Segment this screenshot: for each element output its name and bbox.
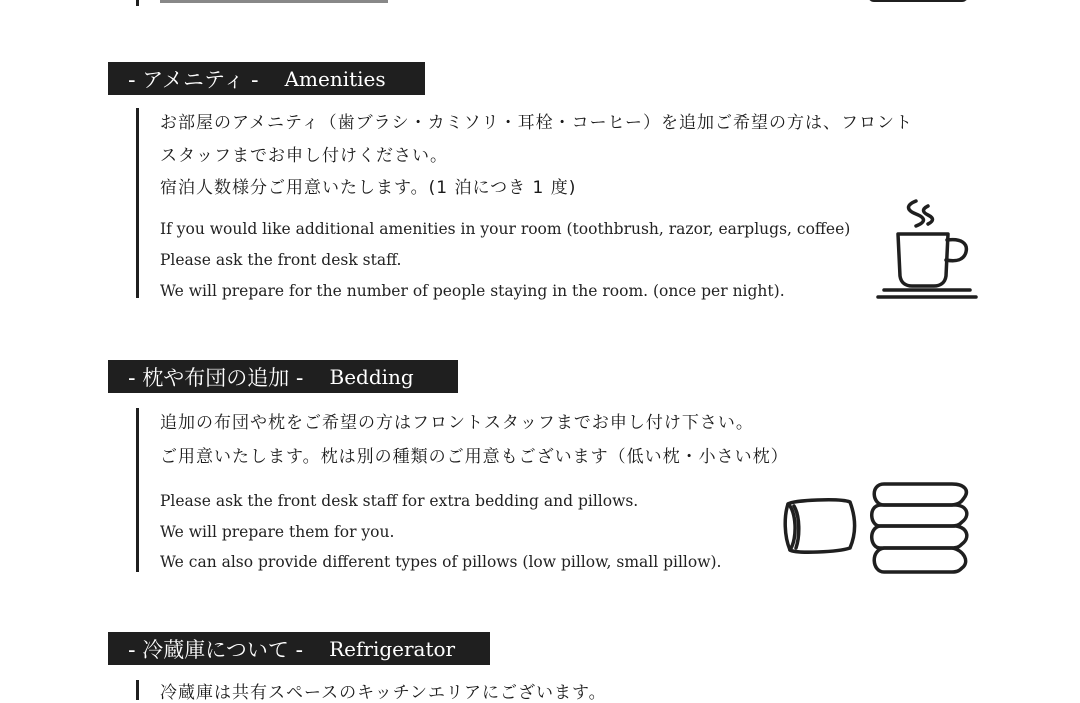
amenities-side-bar (136, 108, 139, 298)
bedding-en-line-1: Please ask the front desk staff for extra bedding and pillows. (160, 492, 639, 510)
refrigerator-header-en: Refrigerator (329, 636, 456, 661)
prev-section-bar (136, 0, 139, 6)
amenities-header (108, 62, 425, 95)
prev-section-text-fragment (160, 0, 388, 3)
refrigerator-side-bar (136, 680, 139, 700)
amenities-header-en: Amenities (284, 66, 386, 91)
folded-futon-icon (866, 478, 976, 580)
amenities-en-line-2: Please ask the front desk staff. (160, 251, 402, 269)
refrigerator-header-ja: - 冷蔵庫について - (128, 637, 304, 662)
amenities-en-line-1: If you would like additional amenities in your room (toothbrush, razor, earplugs, coffee) (160, 220, 851, 238)
bedding-side-bar (136, 408, 139, 572)
bedding-header-en: Bedding (329, 364, 414, 389)
amenities-ja-line-3: 宿泊人数様分ご用意いたします。(1 泊につき 1 度) (160, 178, 577, 198)
amenities-ja-line-1: お部屋のアメニティ（歯ブラシ・カミソリ・耳栓・コーヒー）を追加ご希望の方は、フロント (160, 113, 913, 133)
amenities-header-ja: - アメニティ - (128, 67, 259, 92)
coffee-cup-icon (872, 198, 982, 302)
bedding-en-line-3: We can also provide different types of pillows (low pillow, small pillow). (160, 553, 722, 571)
refrigerator-ja-line-1: 冷蔵庫は共有スペースのキッチンエリアにございます。 (160, 683, 607, 703)
bedding-ja-line-2: ご用意いたします。枕は別の種類のご用意もございます（低い枕・小さい枕） (160, 447, 789, 467)
amenities-ja-line-2: スタッフまでお申し付けください。 (160, 146, 448, 166)
refrigerator-header (108, 632, 490, 665)
bedding-ja-line-1: 追加の布団や枕をご希望の方はフロントスタッフまでお申し付け下さい。 (160, 413, 754, 433)
bedding-en-line-2: We will prepare them for you. (160, 523, 395, 541)
bedding-header (108, 360, 458, 393)
pillow-icon (780, 492, 860, 562)
bedding-header-ja: - 枕や布団の追加 - (128, 365, 304, 390)
prev-section-icon-fragment (868, 0, 968, 2)
amenities-en-line-3: We will prepare for the number of people staying in the room. (once per night). (160, 282, 785, 300)
